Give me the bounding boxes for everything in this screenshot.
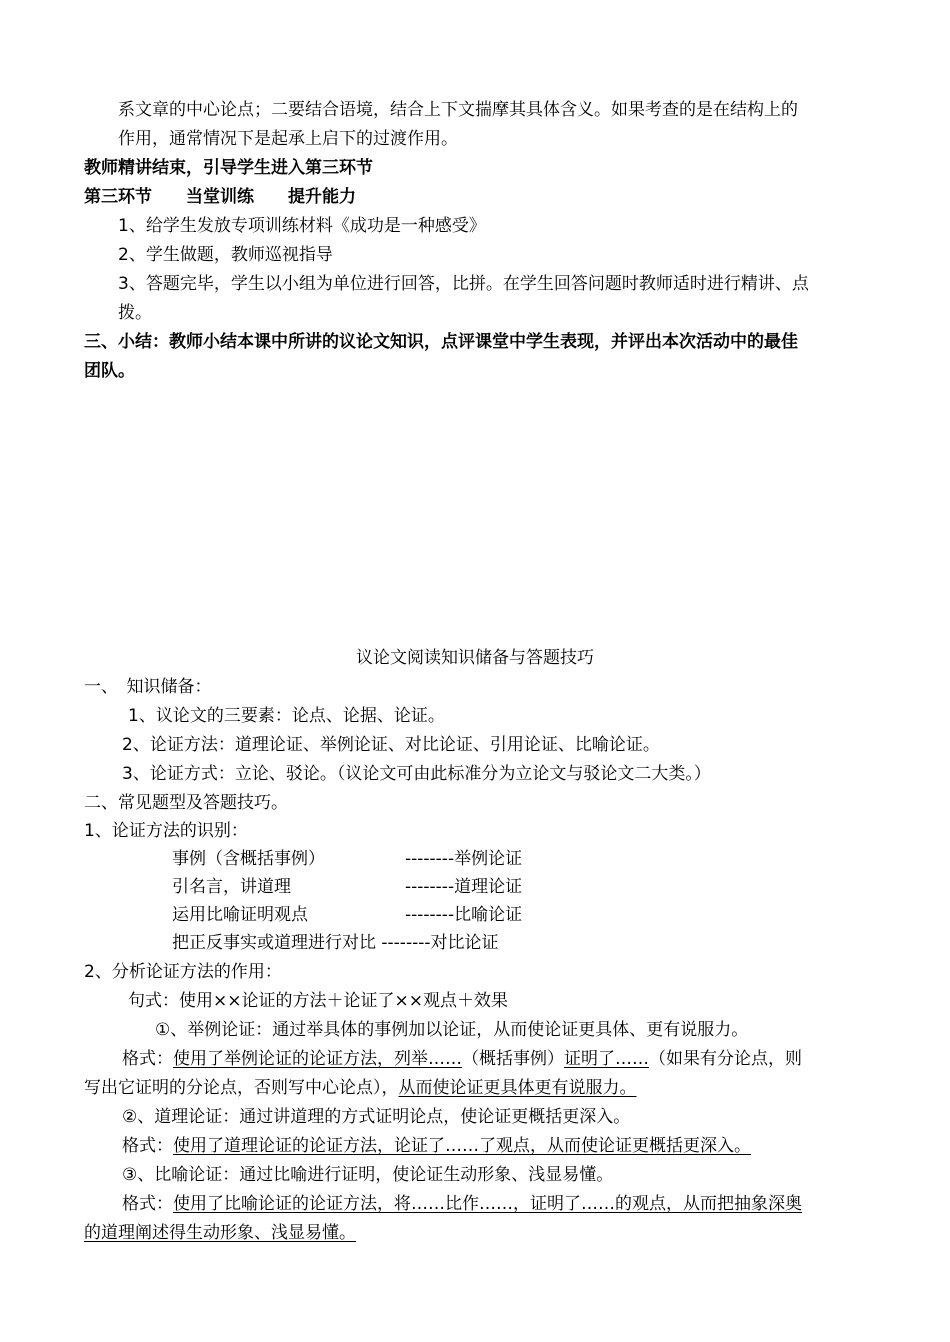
method-description: 事例（含概括事例）	[172, 849, 325, 869]
format-label: 格式：	[122, 1136, 173, 1156]
summary-continuation: 团队。	[84, 361, 135, 381]
method-row	[172, 876, 772, 898]
example-item: ①、举例论证：通过举具体的事例加以论证，从而使论证更具体、更有说服力。	[155, 1020, 749, 1040]
method-name: --------举例论证	[405, 849, 523, 869]
section-note: 教师精讲结束，引导学生进入第三环节	[84, 158, 373, 178]
format-line	[122, 1135, 751, 1157]
section-heading: 第三环节 当堂训练 提升能力	[84, 187, 356, 207]
document-title: 议论文阅读知识储备与答题技巧	[356, 648, 594, 668]
method-row	[172, 904, 772, 926]
format-line	[122, 1193, 802, 1215]
method-description: 引名言，讲道理	[172, 877, 291, 897]
format-label: 格式：	[122, 1194, 173, 1214]
section-heading: 二、常见题型及答题技巧。	[84, 793, 288, 813]
format-text: 写出它证明的分论点，否则写中心论点），	[84, 1078, 399, 1098]
method-row	[172, 848, 772, 870]
method-name: --------道理论证	[405, 877, 523, 897]
summary-heading: 三、小结：教师小结本课中所讲的议论文知识，点评课堂中学生表现，并评出本次活动中的最佳	[84, 332, 798, 352]
list-item: 2、论证方法：道理论证、举例论证、对比论证、引用论证、比喻论证。	[122, 735, 660, 755]
format-underlined: 使用了举例论证的论证方法，列举……	[173, 1049, 462, 1069]
method-name: --------对比论证	[381, 933, 499, 953]
list-item: 2、学生做题，教师巡视指导	[118, 245, 333, 265]
format-label: 格式：	[122, 1049, 173, 1069]
format-underlined: 使用了道理论证的论证方法，论证了……了观点，从而使论证更概括更深入。	[173, 1136, 751, 1156]
example-item: ③、比喻论证：通过比喻进行证明，使论证生动形象、浅显易懂。	[122, 1165, 614, 1185]
method-description: 运用比喻证明观点	[172, 905, 308, 925]
sentence-pattern: 句式：使用××论证的方法＋论证了××观点＋效果	[128, 991, 508, 1011]
format-underlined: 的道理阐述得生动形象、浅显易懂。	[84, 1223, 356, 1243]
list-item: 3、论证方式：立论、驳论。（议论文可由此标准分为立论文与驳论文二大类。）	[122, 764, 711, 784]
format-underlined: 使用了比喻论证的论证方法，将……比作……，证明了……的观点，从而把抽象深奥	[173, 1194, 802, 1214]
section-heading: 一、 知识储备：	[84, 677, 212, 697]
example-item: ②、道理论证：通过讲道理的方式证明论点，使论证更概括更深入。	[122, 1107, 631, 1127]
format-line	[84, 1077, 637, 1099]
subsection-heading: 1、论证方法的识别：	[84, 821, 248, 841]
paragraph-line: 系文章的中心论点；二要结合语境，结合上下文揣摩其具体含义。如果考查的是在结构上的	[118, 100, 798, 120]
list-item: 3、答题完毕，学生以小组为单位进行回答，比拼。在学生回答问题时教师适时进行精讲、点	[118, 274, 809, 294]
list-item: 1、议论文的三要素：论点、论据、论证。	[128, 706, 445, 726]
format-line	[122, 1048, 802, 1070]
paragraph-line: 作用，通常情况下是起承上启下的过渡作用。	[118, 129, 458, 149]
format-underlined: 证明了……	[564, 1049, 649, 1069]
format-line	[84, 1222, 356, 1244]
format-underlined: 从而使论证更具体更有说服力。	[398, 1078, 637, 1098]
format-text: （如果有分论点，则	[649, 1049, 802, 1069]
subsection-heading: 2、分析论证方法的作用：	[84, 962, 282, 982]
method-description: 把正反事实或道理进行对比	[172, 933, 376, 953]
list-item-continuation: 拨。	[118, 303, 152, 323]
list-item: 1、给学生发放专项训练材料《成功是一种感受》	[118, 216, 486, 236]
method-name: --------比喻论证	[405, 905, 523, 925]
format-text: （概括事例）	[462, 1049, 564, 1069]
method-row	[172, 932, 772, 954]
